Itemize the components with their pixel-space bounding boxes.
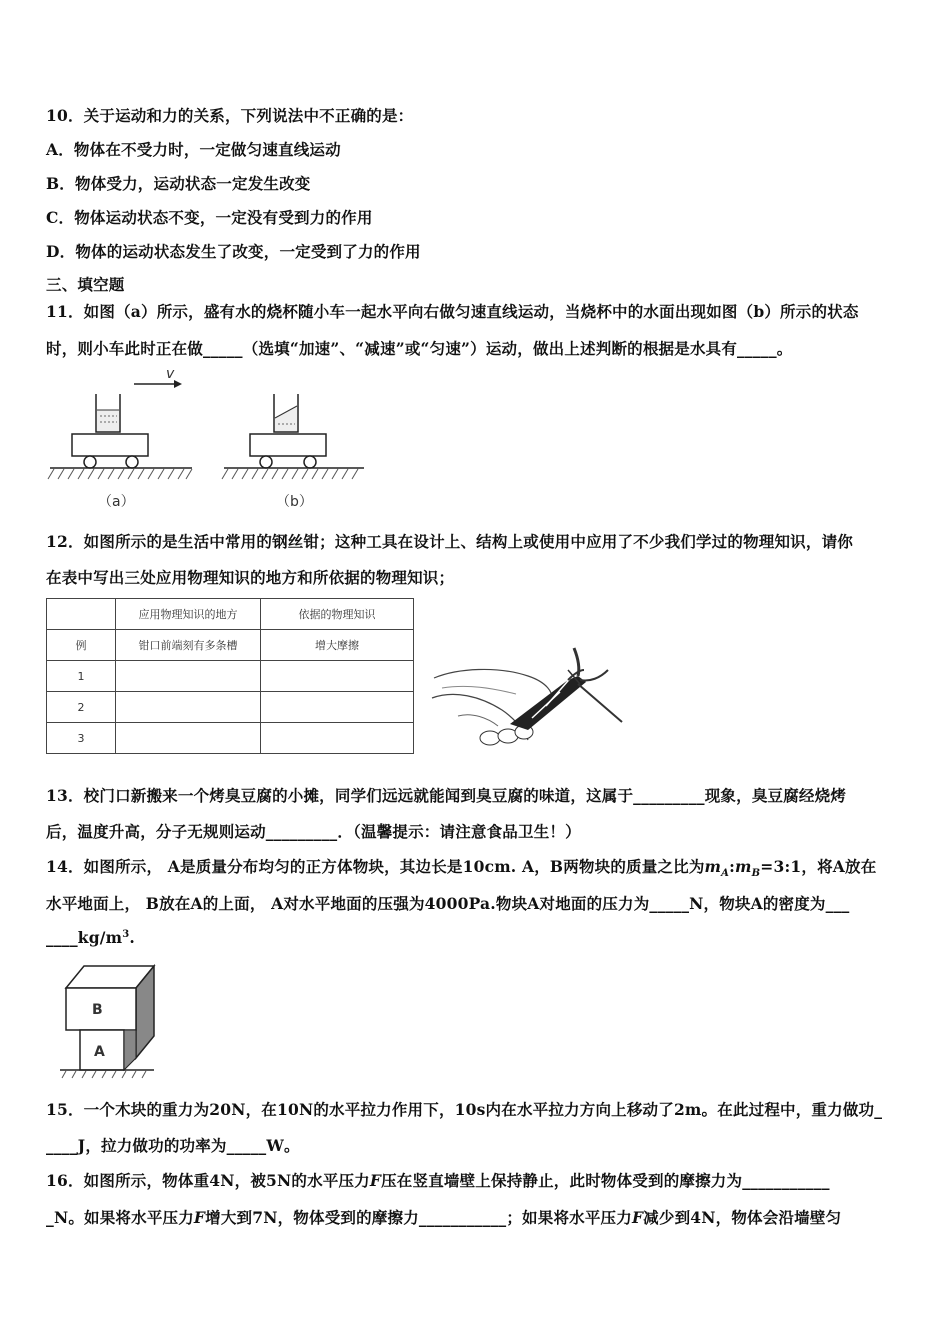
- q11-cart-figure: [44, 366, 366, 516]
- table-row-number: 2: [47, 692, 116, 723]
- q14-line-1-tail: =3:1，将A放在: [760, 857, 877, 876]
- q16-line-2-tail: 减少到4N，物体会沿墙壁匀: [643, 1208, 842, 1227]
- figure-b-label: （b）: [276, 494, 313, 510]
- table-example-basis: 增大摩擦: [261, 630, 414, 661]
- table-example-label: 例: [47, 630, 116, 661]
- table-answer-cell[interactable]: [116, 723, 261, 754]
- q15-line-2: ____J，拉力做功的功率为_____W。: [46, 1136, 300, 1155]
- q11-line-1: 11．如图（a）所示，盛有水的烧杯随小车一起水平向右做匀速直线运动，当烧杯中的水面出现如图（b）所示的状态: [46, 302, 859, 321]
- q13-line-2: 后，温度升高，分子无规则运动_________．（温馨提示：请注意食品卫生！）: [46, 822, 581, 841]
- q10-option-d: D．物体的运动状态发生了改变，一定受到了力的作用: [46, 242, 421, 261]
- table-row-number: 3: [47, 723, 116, 754]
- table-example-row: [47, 630, 414, 661]
- force-symbol: F: [631, 1208, 644, 1227]
- mass-b-symbol: m: [735, 857, 752, 876]
- q16-line-1: [46, 1169, 830, 1191]
- table-row-number: 1: [47, 661, 116, 692]
- table-row: [47, 723, 414, 754]
- q14-line-1: [46, 855, 876, 879]
- table-row: [47, 661, 414, 692]
- table-answer-cell[interactable]: [261, 692, 414, 723]
- block-b-label: B: [92, 1002, 103, 1018]
- table-answer-cell[interactable]: [261, 661, 414, 692]
- q10-option-a: A．物体在不受力时，一定做匀速直线运动: [46, 140, 341, 159]
- q16-line-2-text: _N。如果将水平压力: [46, 1208, 194, 1227]
- table-row: [47, 692, 414, 723]
- q16-line-1-tail: 压在竖直墙壁上保持静止，此时物体受到的摩擦力为___________: [381, 1171, 830, 1190]
- q14-line-1-text: 14．如图所示， A是质量分布均匀的正方体物块，其边长是10cm. A，B两物块的质量之比为: [46, 857, 705, 876]
- pliers-hand-illustration: [428, 640, 628, 760]
- mass-a-subscript: A: [721, 868, 730, 880]
- table-answer-cell[interactable]: [116, 661, 261, 692]
- q12-line-1: 12．如图所示的是生活中常用的钢丝钳；这种工具在设计上、结构上或使用中应用了不少我们学过的物理知识，请你: [46, 532, 853, 551]
- q10-stem: 10．关于运动和力的关系，下列说法中不正确的是：: [46, 106, 414, 125]
- force-symbol: F: [369, 1171, 382, 1190]
- mass-a-symbol: m: [704, 857, 722, 876]
- mass-b-subscript: B: [751, 868, 761, 880]
- table-header-row: [47, 599, 414, 630]
- q10-option-b: B．物体受力，运动状态一定发生改变: [46, 174, 311, 193]
- q12-line-2: 在表中写出三处应用物理知识的地方和所依据的物理知识；: [46, 568, 455, 587]
- q13-line-1: 13．校门口新搬来一个烤臭豆腐的小摊，同学们远远就能闻到臭豆腐的味道，这属于_________现象，臭豆腐经烧烤: [46, 786, 847, 805]
- q15-line-1: 15．一个木块的重力为20N，在10N的水平拉力作用下，10s内在水平拉力方向上移动了2m。在此过程中，重力做功_: [46, 1100, 883, 1119]
- cart-b: [222, 394, 364, 510]
- q10-option-c: C．物体运动状态不变，一定没有受到力的作用: [46, 208, 373, 227]
- ratio-colon: :: [729, 857, 736, 876]
- q16-line-2-middle: 增大到7N，物体受到的摩擦力___________；如果将水平压力: [205, 1208, 632, 1227]
- table-header-basis: 依据的物理知识: [261, 599, 414, 630]
- q14-line-2: 水平地面上， B放在A的上面， A对水平地面的压强为4000Pa.物块A对地面的压力为_____N，物块A的密度为___: [46, 894, 850, 913]
- figure-a-label: （a）: [98, 494, 135, 510]
- table-header-place: 应用物理知识的地方: [116, 599, 261, 630]
- table-example-place: 钳口前端刻有多条槽: [116, 630, 261, 661]
- q14-density-unit: ____kg/m: [46, 928, 123, 947]
- q14-end-period: .: [129, 928, 136, 947]
- q14-line-3: [46, 928, 135, 947]
- block-a-label: A: [94, 1044, 105, 1060]
- q14-blocks-figure: [58, 962, 158, 1080]
- table-answer-cell[interactable]: [116, 692, 261, 723]
- q11-line-2: 时，则小车此时正在做_____（选填“加速”、“减速”或“匀速”）运动，做出上述判断的根据是水具有_____。: [46, 339, 793, 358]
- cart-a: [48, 366, 192, 510]
- q16-line-1-text: 16．如图所示，物体重4N，被5N的水平压力: [46, 1171, 370, 1190]
- section-heading-fill-blank: 三、填空题: [46, 275, 125, 294]
- q12-answer-table: [46, 598, 414, 754]
- q14-unit-exponent: 3: [122, 928, 130, 940]
- velocity-label: v: [166, 366, 175, 382]
- q16-line-2: [46, 1206, 841, 1228]
- table-answer-cell[interactable]: [261, 723, 414, 754]
- force-symbol: F: [193, 1208, 206, 1227]
